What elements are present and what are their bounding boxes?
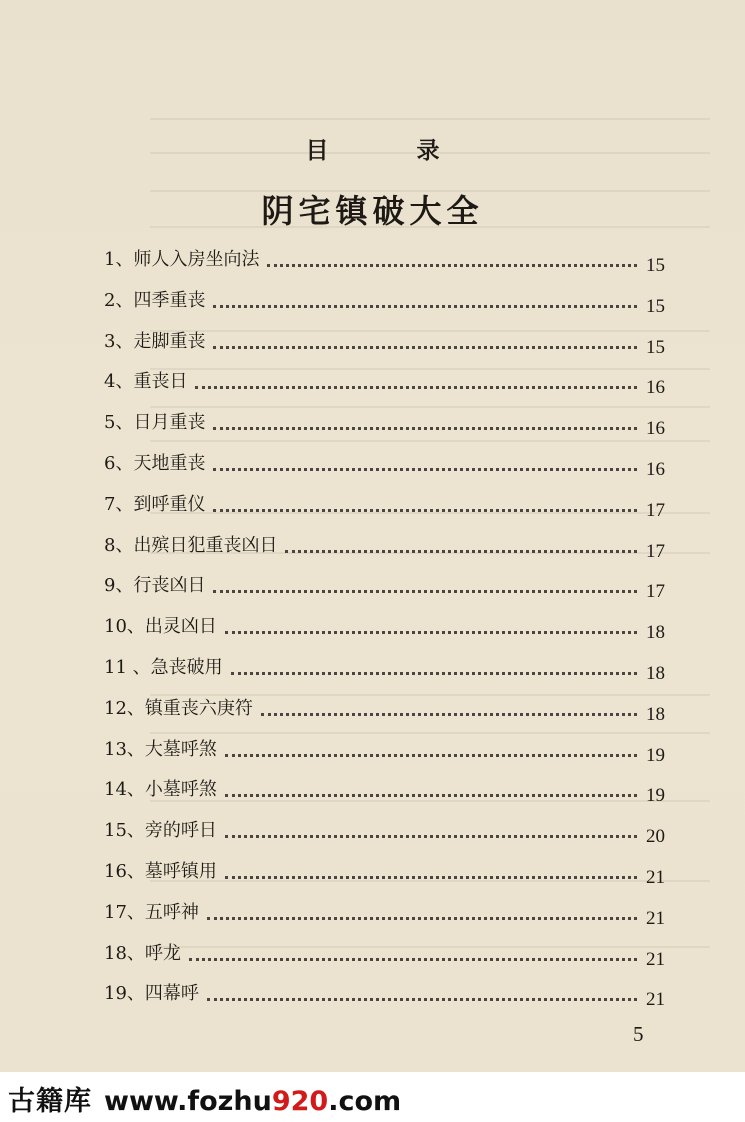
toc-entry-leader-dots (213, 427, 637, 430)
toc-entry-page: 17 (646, 581, 665, 603)
watermark-url-prefix: www.fozhu (104, 1086, 272, 1117)
toc-entry[interactable] (0, 814, 745, 855)
toc-entry-label: 10、出灵凶日 (104, 616, 217, 638)
toc-entry-page: 18 (646, 703, 665, 725)
toc-entry[interactable] (0, 569, 745, 610)
toc-entry-leader-dots (285, 550, 637, 553)
toc-entry-page: 19 (646, 785, 665, 807)
toc-entry[interactable] (0, 937, 745, 978)
toc-entry-leader-dots (207, 998, 637, 1001)
toc-entry[interactable] (0, 733, 745, 774)
toc-entry[interactable] (0, 529, 745, 570)
toc-entry[interactable] (0, 896, 745, 937)
toc-entry[interactable] (0, 651, 745, 692)
toc-entry-leader-dots (267, 264, 637, 267)
toc-entry-leader-dots (213, 305, 637, 308)
watermark-url-accent: 920 (271, 1086, 329, 1117)
toc-entry[interactable] (0, 325, 745, 366)
toc-entry-leader-dots (225, 835, 637, 838)
toc-entry[interactable] (0, 365, 745, 406)
toc-entry-leader-dots (213, 590, 637, 593)
toc-entry-page: 15 (646, 295, 665, 317)
toc-entry-label: 7、到呼重仪 (104, 493, 206, 515)
toc-entry-leader-dots (225, 794, 637, 797)
toc-entry-label: 5、日月重丧 (104, 412, 206, 434)
toc-entry-label: 17、五呼神 (104, 901, 199, 923)
toc-entry-page: 16 (646, 458, 665, 480)
page-number: 5 (633, 1022, 644, 1046)
toc-entry-leader-dots (213, 468, 637, 471)
toc-entry-page: 20 (646, 826, 665, 848)
toc-entry-page: 21 (646, 948, 665, 970)
toc-entry-leader-dots (213, 346, 637, 349)
toc-entry-leader-dots (261, 713, 637, 716)
toc-entry-page: 15 (646, 336, 665, 358)
toc-entry-label: 19、四幕呼 (104, 983, 199, 1005)
toc-entry-page: 21 (646, 907, 665, 929)
toc-entry-leader-dots (225, 876, 637, 879)
toc-entry[interactable] (0, 284, 745, 325)
toc-entry[interactable] (0, 406, 745, 447)
toc-entry[interactable] (0, 610, 745, 651)
toc-entry[interactable] (0, 243, 745, 284)
toc-entry-page: 19 (646, 744, 665, 766)
toc-entry-label: 16、墓呼镇用 (104, 860, 217, 882)
toc-entry-page: 18 (646, 662, 665, 684)
toc-heading: 目 录 (305, 137, 480, 164)
toc-entry-label: 13、大墓呼煞 (104, 738, 217, 760)
toc-entry[interactable] (0, 855, 745, 896)
bleed-through-line (150, 118, 710, 120)
toc-entry-page: 21 (646, 989, 665, 1011)
toc-entry-label: 11 、急丧破用 (104, 656, 223, 678)
toc-entry-label: 18、呼龙 (104, 942, 181, 964)
toc-entry-leader-dots (225, 631, 637, 634)
toc-entry-label: 8、出殡日犯重丧凶日 (104, 534, 278, 556)
toc-entry-page: 17 (646, 499, 665, 521)
toc-entry-label: 6、天地重丧 (104, 452, 206, 474)
toc-entry-label: 14、小墓呼煞 (104, 779, 217, 801)
toc-entry[interactable] (0, 488, 745, 529)
toc-entry-page: 21 (646, 866, 665, 888)
toc-entry[interactable] (0, 977, 745, 1018)
toc-entry-leader-dots (189, 958, 637, 961)
toc-list (0, 243, 745, 1018)
toc-entry-label: 3、走脚重丧 (104, 330, 206, 352)
toc-entry-leader-dots (213, 509, 637, 512)
toc-entry[interactable] (0, 447, 745, 488)
toc-entry-leader-dots (231, 672, 637, 675)
toc-entry-label: 4、重丧日 (104, 371, 188, 393)
toc-entry-leader-dots (195, 386, 637, 389)
toc-entry-label: 2、四季重丧 (104, 289, 206, 311)
site-watermark (8, 1079, 401, 1118)
toc-entry-leader-dots (225, 754, 637, 757)
toc-entry-label: 1、师人入房坐向法 (104, 249, 260, 270)
watermark-url-suffix: .com (328, 1086, 402, 1117)
toc-entry-page: 16 (646, 418, 665, 440)
watermark-site-name: 古籍库 (8, 1086, 92, 1117)
toc-entry-label: 12、镇重丧六庚符 (104, 697, 253, 719)
toc-entry[interactable] (0, 773, 745, 814)
toc-entry-label: 9、行丧凶日 (104, 575, 206, 597)
toc-entry-label: 15、旁的呼日 (104, 820, 217, 842)
toc-entry-page: 18 (646, 622, 665, 644)
toc-entry-page: 16 (646, 377, 665, 399)
toc-entry-page: 15 (646, 255, 665, 276)
toc-entry-leader-dots (207, 917, 637, 920)
toc-entry-page: 17 (646, 540, 665, 562)
book-title: 阴宅镇破大全 (261, 192, 484, 230)
toc-entry[interactable] (0, 692, 745, 733)
